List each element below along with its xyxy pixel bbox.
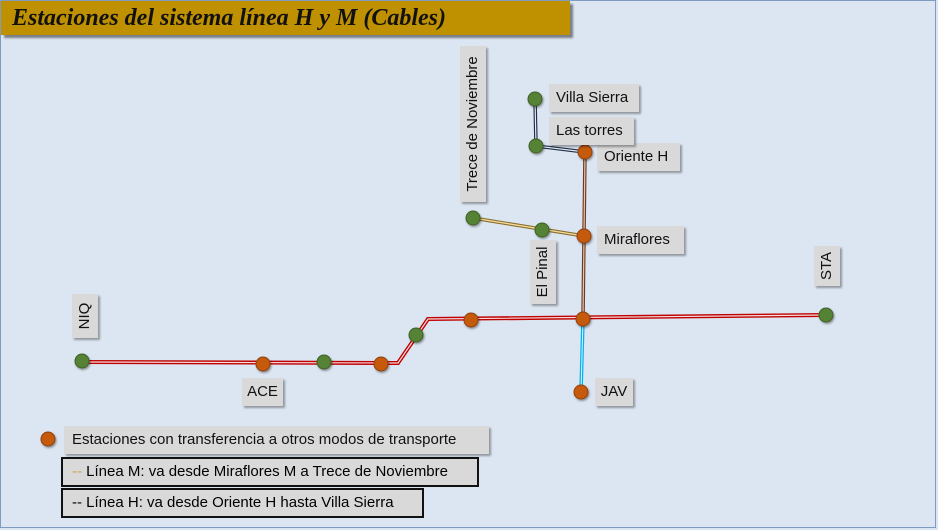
label-el-pinal: El Pinal — [530, 240, 556, 304]
label-villa-sierra: Villa Sierra — [549, 84, 639, 112]
line-m — [473, 218, 584, 236]
station-ace[interactable] — [256, 357, 270, 371]
station-jav[interactable] — [574, 385, 588, 399]
label-sta: STA — [814, 246, 840, 286]
station-trece[interactable] — [466, 211, 480, 225]
legend-line-h: -- Línea H: va desde Oriente H hasta Villa Sierra — [61, 488, 424, 518]
station-el-pinal[interactable] — [535, 223, 549, 237]
station-villa-sierra[interactable] — [528, 92, 542, 106]
station-main-3[interactable] — [374, 357, 388, 371]
station-junction[interactable] — [576, 312, 590, 326]
station-miraflores[interactable] — [577, 229, 591, 243]
label-ace: ACE — [242, 378, 283, 406]
label-jav: JAV — [595, 378, 633, 406]
legend-transfer-label: Estaciones con transferencia a otros modos de transporte — [64, 426, 489, 454]
station-main-4[interactable] — [409, 328, 423, 342]
legend-line-m-text: Línea M: va desde Miraflores M a Trece de Noviembre — [82, 463, 448, 480]
page-title: Estaciones del sistema línea H y M (Cables) — [1, 1, 570, 35]
legend-line-m-dash: -- — [72, 463, 82, 480]
label-niq: NIQ — [72, 294, 98, 338]
station-main-2[interactable] — [317, 355, 331, 369]
legend-line-m — [61, 457, 479, 487]
line-jav — [581, 319, 583, 392]
station-sta[interactable] — [819, 308, 833, 322]
station-las-torres[interactable] — [529, 139, 543, 153]
station-niq[interactable] — [75, 354, 89, 368]
main-line — [82, 315, 826, 363]
label-trece-de-noviembre: Trece de Noviembre — [460, 46, 486, 202]
label-oriente-h: Oriente H — [597, 143, 680, 171]
label-las-torres: Las torres — [549, 117, 634, 145]
station-oriente-h[interactable] — [578, 145, 592, 159]
legend-transfer-dot — [41, 432, 55, 446]
label-miraflores: Miraflores — [597, 226, 684, 254]
station-main-5[interactable] — [464, 313, 478, 327]
